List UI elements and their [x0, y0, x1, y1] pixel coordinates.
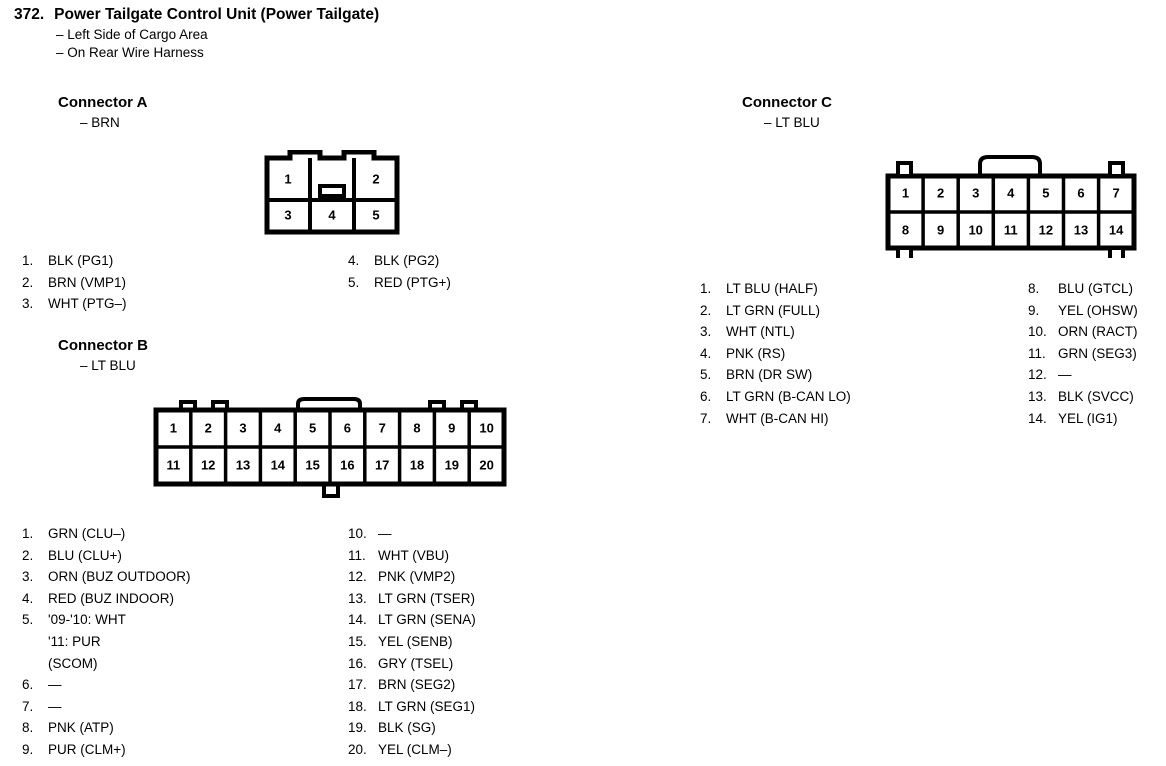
- connector-a-pin-list-right: [348, 250, 451, 293]
- pin-label: LT GRN (FULL): [726, 302, 821, 318]
- pin-label: —: [1058, 367, 1072, 383]
- connector-c-pin-list-left: [700, 278, 851, 429]
- svg-text:4: 4: [328, 207, 336, 223]
- pin-label: GRY (TSEL): [378, 655, 454, 671]
- pin-number: 19.: [348, 720, 367, 736]
- svg-text:5: 5: [372, 207, 380, 223]
- svg-text:14: 14: [1108, 222, 1124, 238]
- pin-number: 17.: [348, 677, 367, 693]
- pin-number: [22, 631, 48, 653]
- pin-number: 1.: [22, 526, 34, 541]
- connector-b-color: – LT BLU: [80, 358, 136, 373]
- pin-number: 5.: [348, 274, 360, 290]
- pin-label: WHT (PTG–): [48, 296, 127, 312]
- pin-number: 7.: [22, 698, 34, 714]
- svg-text:8: 8: [901, 222, 910, 238]
- svg-text:9: 9: [936, 222, 945, 238]
- connector-a-diagram: [262, 150, 402, 245]
- pin-number: 6.: [22, 677, 34, 693]
- pin-entry: [22, 250, 127, 272]
- svg-text:6: 6: [343, 420, 352, 436]
- svg-text:6: 6: [1077, 185, 1085, 201]
- header-location-line: – Left Side of Cargo Area: [56, 27, 208, 42]
- pin-entry: [348, 609, 476, 631]
- svg-text:2: 2: [204, 420, 212, 436]
- pin-label: BLK (PG1): [48, 253, 114, 268]
- pin-label: RED (BUZ INDOOR): [48, 590, 174, 606]
- connector-a-heading: Connector A: [58, 94, 148, 111]
- connector-a-pin-list-left: [22, 250, 127, 315]
- connector-b-pin-list-right: [348, 523, 476, 761]
- pin-label: BLU (GTCL): [1058, 281, 1134, 296]
- pin-label: BRN (VMP1): [48, 274, 127, 290]
- pin-entry: [1028, 386, 1138, 408]
- svg-text:11: 11: [166, 457, 181, 473]
- svg-text:3: 3: [972, 185, 980, 201]
- connector-c-diagram: [880, 146, 1142, 263]
- pin-label: YEL (SENB): [378, 633, 453, 649]
- pin-entry: [348, 272, 451, 294]
- pin-entry: [22, 696, 191, 718]
- svg-text:12: 12: [1038, 222, 1054, 238]
- svg-text:19: 19: [444, 457, 460, 473]
- pin-number: 11.: [1028, 345, 1046, 361]
- pin-label: LT GRN (TSER): [378, 590, 476, 606]
- pin-number: 2.: [22, 547, 34, 563]
- pin-entry: [1028, 300, 1138, 322]
- pin-label: —: [48, 698, 62, 714]
- pin-label: RED (PTG+): [374, 274, 451, 290]
- pin-label: LT GRN (SENA): [378, 612, 476, 628]
- pin-entry: [700, 278, 851, 300]
- pin-label: GRN (CLU–): [48, 526, 126, 541]
- pin-number: 7.: [700, 410, 712, 426]
- pin-entry: [22, 739, 191, 761]
- pin-label: WHT (B-CAN HI): [726, 410, 829, 426]
- pin-label: LT BLU (HALF): [726, 281, 818, 296]
- pin-number: 11.: [348, 547, 366, 563]
- pin-number: 2.: [22, 274, 34, 290]
- pin-number: 3.: [22, 296, 34, 312]
- header-harness-line: – On Rear Wire Harness: [56, 45, 204, 60]
- pin-label: BRN (DR SW): [726, 367, 813, 383]
- section-number: 372.: [14, 6, 45, 23]
- svg-text:5: 5: [1042, 185, 1050, 201]
- connector-b-pin-list-left: [22, 523, 191, 761]
- svg-text:15: 15: [305, 457, 320, 473]
- pin-number: 4.: [700, 345, 712, 361]
- connector-c-heading-group: [742, 94, 832, 130]
- pin-entry: [348, 545, 476, 567]
- pin-entry: [348, 523, 476, 545]
- pin-entry: [1028, 343, 1138, 365]
- pin-entry: [22, 523, 191, 545]
- pin-entry: [22, 717, 191, 739]
- svg-text:13: 13: [1073, 222, 1089, 238]
- connector-c-pin-list-right: [1028, 278, 1138, 429]
- pin-entry: [348, 566, 476, 588]
- pin-label: BLK (PG2): [374, 253, 440, 268]
- pin-number: 10.: [1028, 324, 1047, 340]
- svg-text:3: 3: [284, 207, 292, 223]
- pin-number: 9.: [1028, 302, 1040, 318]
- pin-label: '09-'10: WHT: [48, 612, 126, 628]
- pin-number: 20.: [348, 741, 367, 757]
- svg-text:14: 14: [270, 457, 286, 473]
- pin-number: 6.: [700, 388, 712, 404]
- pin-label: YEL (CLM–): [378, 741, 452, 757]
- svg-text:16: 16: [340, 457, 355, 473]
- pin-entry: [1028, 321, 1138, 343]
- connector-a-heading-group: [58, 94, 147, 130]
- pin-entry: [22, 674, 191, 696]
- pin-number: 16.: [348, 655, 367, 671]
- pin-number: 3.: [22, 569, 34, 585]
- pin-entry: [700, 300, 851, 322]
- pin-entry: [700, 343, 851, 365]
- pin-entry: [1028, 408, 1138, 430]
- pin-entry-continuation: [22, 653, 191, 675]
- page-title: [14, 6, 714, 24]
- pin-number: 14.: [348, 612, 367, 628]
- pin-label: —: [48, 677, 62, 693]
- pin-number: 1.: [700, 281, 712, 296]
- svg-text:1: 1: [169, 420, 178, 436]
- connector-b-heading: Connector B: [58, 337, 148, 354]
- pin-entry: [348, 631, 476, 653]
- pin-entry: [1028, 278, 1138, 300]
- pin-label: YEL (IG1): [1058, 410, 1118, 426]
- pin-number: 1.: [22, 253, 34, 268]
- pin-entry: [22, 293, 127, 315]
- pin-number: 13.: [348, 590, 367, 606]
- pin-label: PNK (RS): [726, 345, 786, 361]
- pin-entry: [348, 674, 476, 696]
- pin-entry: [700, 321, 851, 343]
- pin-label: LT GRN (B-CAN LO): [726, 388, 851, 404]
- pin-label: PNK (VMP2): [378, 569, 456, 585]
- svg-text:7: 7: [378, 420, 386, 436]
- svg-text:1: 1: [901, 185, 910, 201]
- svg-text:7: 7: [1112, 185, 1120, 201]
- svg-text:4: 4: [274, 420, 282, 436]
- pin-number: 10.: [348, 526, 367, 541]
- connector-b-heading-group: [58, 337, 148, 373]
- pin-label: ORN (RACT): [1058, 324, 1138, 340]
- pin-number: 5.: [22, 612, 34, 628]
- svg-text:17: 17: [374, 457, 390, 473]
- pin-entry: [348, 653, 476, 675]
- pin-number: 5.: [700, 367, 712, 383]
- svg-text:12: 12: [200, 457, 216, 473]
- pin-entry: [700, 408, 851, 430]
- pin-label: WHT (VBU): [378, 547, 449, 563]
- pin-entry: [700, 364, 851, 386]
- pin-number: 15.: [348, 633, 367, 649]
- section-title: Power Tailgate Control Unit (Power Tailgate): [54, 6, 380, 23]
- svg-text:18: 18: [409, 457, 425, 473]
- pin-number: 3.: [700, 324, 712, 340]
- svg-text:1: 1: [284, 171, 292, 187]
- pin-number: 12.: [1028, 367, 1047, 383]
- pin-label: WHT (NTL): [726, 324, 795, 340]
- pin-number: [22, 653, 48, 675]
- pin-entry: [348, 696, 476, 718]
- pin-entry: [22, 545, 191, 567]
- pin-entry: [22, 566, 191, 588]
- pin-label: BLK (SG): [378, 720, 436, 736]
- pin-number: 12.: [348, 569, 367, 585]
- pin-number: 8.: [22, 720, 34, 736]
- pin-entry: [700, 386, 851, 408]
- pin-entry: [348, 717, 476, 739]
- pin-label: LT GRN (SEG1): [378, 698, 476, 714]
- svg-text:9: 9: [448, 420, 456, 436]
- pin-entry: [348, 588, 476, 610]
- pin-label: GRN (SEG3): [1058, 345, 1137, 361]
- svg-text:13: 13: [235, 457, 251, 473]
- pin-label: BLU (CLU+): [48, 547, 122, 563]
- pin-number: 4.: [22, 590, 34, 606]
- pin-entry: [348, 739, 476, 761]
- pin-number: 4.: [348, 253, 360, 268]
- pin-label: ORN (BUZ OUTDOOR): [48, 569, 191, 585]
- pin-label: '11: PUR: [48, 633, 101, 649]
- svg-text:11: 11: [1003, 222, 1018, 238]
- svg-text:4: 4: [1007, 185, 1015, 201]
- svg-text:3: 3: [239, 420, 247, 436]
- svg-text:10: 10: [968, 222, 983, 238]
- pin-label: —: [378, 526, 392, 541]
- pin-label: (SCOM): [48, 655, 98, 671]
- pin-label: BRN (SEG2): [378, 677, 456, 693]
- connector-c-color: – LT BLU: [764, 115, 820, 130]
- pin-number: 9.: [22, 741, 34, 757]
- svg-text:10: 10: [479, 420, 494, 436]
- svg-text:5: 5: [308, 420, 317, 436]
- pin-number: 13.: [1028, 388, 1047, 404]
- pin-entry-continuation: [22, 631, 191, 653]
- connector-c-heading: Connector C: [742, 94, 832, 111]
- pin-number: 2.: [700, 302, 712, 318]
- pin-label: PUR (CLM+): [48, 741, 126, 757]
- svg-text:20: 20: [479, 457, 494, 473]
- svg-text:2: 2: [936, 185, 945, 201]
- connector-b-diagram: [148, 396, 512, 507]
- pin-entry: [348, 250, 451, 272]
- pin-entry: [22, 609, 191, 631]
- pin-entry: [22, 272, 127, 294]
- pin-label: PNK (ATP): [48, 720, 114, 736]
- pin-entry: [1028, 364, 1138, 386]
- pin-number: 14.: [1028, 410, 1047, 426]
- svg-text:2: 2: [372, 171, 380, 187]
- connector-a-color: – BRN: [80, 115, 120, 130]
- pin-entry: [22, 588, 191, 610]
- pin-label: YEL (OHSW): [1058, 302, 1138, 318]
- pin-label: BLK (SVCC): [1058, 388, 1134, 404]
- pin-number: 18.: [348, 698, 367, 714]
- pin-number: 8.: [1028, 281, 1040, 296]
- document-header: [14, 6, 714, 60]
- svg-text:8: 8: [413, 420, 421, 436]
